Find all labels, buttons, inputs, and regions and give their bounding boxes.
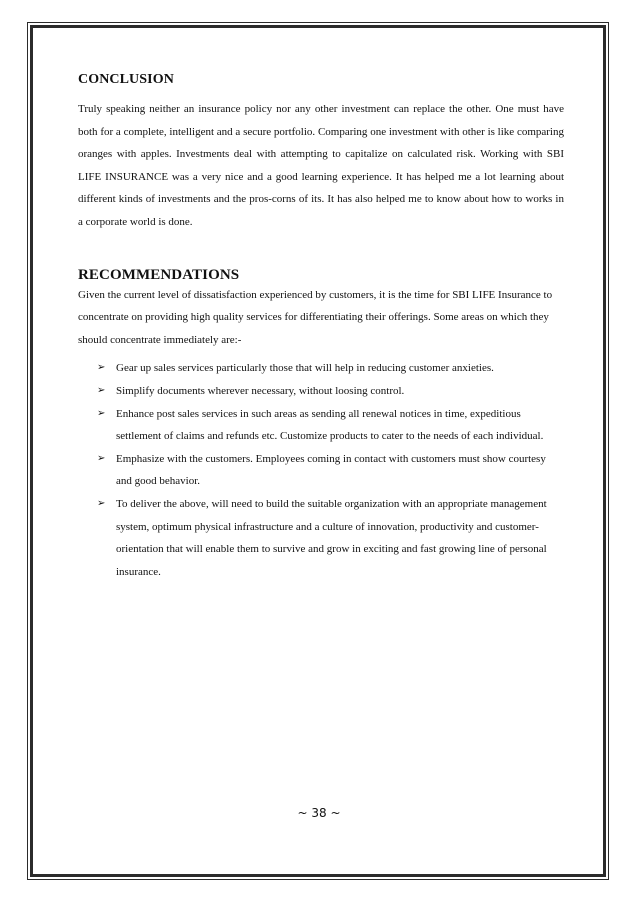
list-item	[78, 448, 564, 493]
list-item-text: To deliver the above, will need to build the suitable organization with an appropriate management system, optimum physical infrastructure and a culture of innovation, productivity and customer-orientation that will enable them to survive and grow in exciting and fast growing line of personal insurance.	[116, 497, 547, 578]
conclusion-heading: CONCLUSION	[78, 72, 174, 87]
list-item-text: Emphasize with the customers. Employees coming in contact with customers must show courtesy and good behavior.	[116, 452, 546, 488]
list-item	[78, 493, 564, 583]
list-item	[78, 357, 564, 380]
list-item-text: Simplify documents wherever necessary, without loosing control.	[116, 384, 405, 397]
recommendations-list	[78, 357, 564, 583]
list-item	[78, 380, 564, 403]
arrow-bullet-icon: ➢	[97, 362, 106, 374]
arrow-bullet-icon: ➢	[97, 407, 106, 419]
list-item-text: Enhance post sales services in such areas as sending all renewal notices in time, expeditious settlement of claims and refunds etc. Customize products to cater to the needs of each individual.	[116, 407, 544, 443]
page-content	[78, 72, 564, 583]
list-item-text: Gear up sales services particularly those that will help in reducing customer anxieties.	[116, 362, 494, 375]
list-item	[78, 403, 564, 448]
page-number: ~ 38 ~	[297, 806, 341, 820]
arrow-bullet-icon: ➢	[97, 452, 106, 464]
conclusion-paragraph: Truly speaking neither an insurance policy nor any other investment can replace the other. One must have both for a complete, intelligent and a secure portfolio. Comparing one investment with other is like comparing oranges with apples. Investments deal with attempting to capitalize on calculated risk. Working with SBI LIFE INSURANCE was a very nice and a good learning experience. It has helped me a lot learning about different kinds of investments and the pros-corns of its. It has also helped me to know about how to works in a corporate world is done.	[78, 103, 564, 228]
recommendations-intro: Given the current level of dissatisfaction experienced by customers, it is the time for SBI LIFE Insurance to concentrate on providing high quality services for differentiating their offerings. Some areas on which they should concentrate immediately are:-	[78, 288, 553, 346]
arrow-bullet-icon: ➢	[97, 384, 106, 396]
recommendations-heading: RECOMMENDATIONS	[78, 266, 240, 283]
arrow-bullet-icon: ➢	[97, 497, 106, 509]
